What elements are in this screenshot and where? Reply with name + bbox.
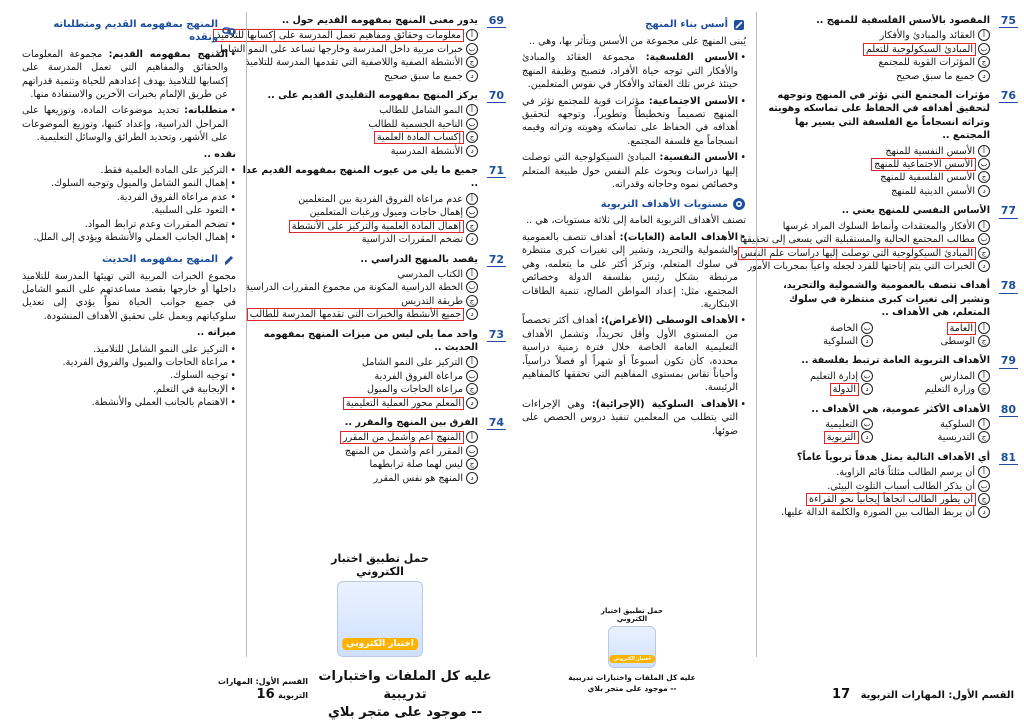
options-list bbox=[242, 104, 478, 158]
answer-option[interactable] bbox=[756, 383, 873, 396]
answer-option[interactable] bbox=[873, 335, 990, 348]
correct-answer-box: الأسس الاجتماعية للمنهج bbox=[874, 159, 973, 171]
question-block bbox=[756, 89, 1018, 198]
question-text: الأهداف التربوية العامة ترتبط بفلسفة .. bbox=[801, 355, 990, 367]
term-definition: أهداف تتصف بالعمومية والشمولية والتجريد، وتشير إلى تغيرات كبرى منتظرة في سلوك المتعلم، وتركز أكثر على ما يتعلمه، وهي مرتبطة بشكل رئيس بفلسفة الدولة وخصائص المجتمع، مثل: إعداد المواطن الصالح، تنمية الطاقات الابتكارية. bbox=[522, 231, 738, 310]
question-number: 78 bbox=[1000, 279, 1016, 293]
answer-option[interactable] bbox=[242, 472, 478, 485]
answer-option[interactable] bbox=[242, 308, 478, 321]
answer-option[interactable] bbox=[216, 29, 478, 42]
term-definition: تحديد موضوعات المادة، وتوزيعها على المراحل الدراسية، وإعداد كتبها، وتوزيع الموضوعات على الأشهر، وتحديد الطرائق والوسائل التعليمية. bbox=[22, 105, 228, 144]
answer-option[interactable] bbox=[756, 480, 990, 493]
option-letter: أ bbox=[466, 431, 478, 443]
option-text: المؤثرات القوية للمجتمع bbox=[878, 57, 975, 69]
column-divider bbox=[756, 12, 757, 657]
section-title: أسس بناء المنهج bbox=[522, 18, 746, 32]
option-letter: د bbox=[466, 472, 478, 484]
list-item: • عدم مراعاة الفروق الفردية. bbox=[22, 191, 236, 204]
option-text: التركيز على النمو الشامل bbox=[361, 357, 463, 369]
question-text: واحد مما يلي ليس من ميزات المنهج بمفهومه الحديث .. bbox=[263, 328, 478, 353]
answer-option[interactable] bbox=[242, 397, 478, 410]
option-text: وزارة التعليم bbox=[924, 384, 975, 396]
question-number: 80 bbox=[1000, 402, 1016, 416]
term-definition: المبادئ السيكولوجية التي توصلت إليها دراسات وبحوث علم النفس حول طبيعة المتعلم وخصائص نموه وحاجاته وقدراته. bbox=[522, 152, 738, 191]
question-number: 79 bbox=[1000, 354, 1016, 368]
option-letter: د bbox=[466, 397, 478, 409]
option-letter: ج bbox=[978, 493, 990, 505]
term-definition: وهي الإجراءات التي يتطلب من المعلمين تنفيذ دروس الحصص على ضوئها. bbox=[522, 398, 738, 437]
option-text: الأنشطة المدرسية bbox=[390, 145, 463, 157]
correct-answer-box: المنهج أعم وأشمل من المقرر bbox=[342, 432, 461, 444]
option-text: الأفكار والمعتقدات وأنماط السلوك المراد غرسها bbox=[782, 220, 975, 232]
question-block bbox=[242, 253, 506, 322]
answer-option[interactable] bbox=[242, 118, 478, 131]
option-text: عدم مراعاة الفروق الفردية بين المتعلمين bbox=[298, 193, 463, 205]
answer-option[interactable] bbox=[756, 418, 873, 431]
page-number: 16 bbox=[256, 687, 275, 702]
option-text: الأسس النفسية للمنهج bbox=[885, 145, 975, 157]
option-text: خبرات مربية داخل المدرسة وخارجها تساعد على النمو الشامل bbox=[215, 43, 463, 55]
section-intro: يُبنى المنهج على مجموعة من الأسس ويتأثر بها، وهي .. bbox=[529, 36, 746, 47]
answer-option[interactable] bbox=[242, 220, 478, 233]
option-letter: د bbox=[861, 383, 873, 395]
notes-column-right bbox=[522, 14, 746, 441]
answer-option[interactable] bbox=[756, 506, 990, 519]
answer-option[interactable] bbox=[756, 185, 990, 198]
question-text: أهداف تتصف بالعمومية والشمولية والتجريد، وتشير إلى تغيرات كبرى منتظرة في سلوك المتعلم، هي الأهداف .. bbox=[783, 280, 990, 319]
section-paragraph bbox=[22, 104, 236, 144]
option-letter: أ bbox=[978, 29, 990, 41]
section-paragraph bbox=[522, 95, 746, 149]
section-paragraph bbox=[522, 314, 746, 394]
option-text: الخبرات التي يتم إتاحتها للفرد لجعله واعياً بمجريات الأمور bbox=[747, 260, 975, 272]
option-letter: د bbox=[466, 70, 478, 82]
answer-option[interactable] bbox=[242, 193, 478, 206]
correct-answer-box: جميع الأنشطة والخبرات التي تقدمها المدرسة للطالب bbox=[249, 309, 461, 321]
pen-icon bbox=[732, 18, 746, 32]
answer-option[interactable] bbox=[873, 431, 990, 444]
question-number: 81 bbox=[1000, 450, 1016, 464]
answer-option[interactable] bbox=[215, 43, 478, 56]
answer-option[interactable] bbox=[242, 268, 478, 281]
section-paragraph bbox=[522, 151, 746, 191]
option-text: الناحية الجسمية للطالب bbox=[368, 118, 463, 130]
answer-option[interactable] bbox=[242, 445, 478, 458]
option-letter: ب bbox=[466, 43, 478, 55]
option-text: السلوكية bbox=[940, 418, 975, 430]
term-definition: مجموعة العقائد والمبادئ والأفكار التي توجه حياة الأفراد، فتصبح وظيفة المنهج حينئذ غرس تلك العقائد والأفكار في نفوس المتعلمين. bbox=[522, 52, 738, 91]
term-definition: مجموعة المعلومات والحقائق والمفاهيم التي تعمل المدرسة على إكسابها للتلاميذ بهدف إعدادهم للحياة وتنمية قدراتهم عن طريق الإلمام بخبرات الآخرين والاستفادة منها. bbox=[21, 48, 228, 101]
question-text: مؤثرات المجتمع التي تؤثر في المنهج وتوجهه لتحقيق أهدافه في الحفاظ على تماسكه وهويته وتراثه انسجاماً مع الفلسفة التي يسير بها المجتمع .. bbox=[768, 90, 990, 142]
list-item: • تضخم المقررات وعدم ترابط المواد. bbox=[22, 218, 236, 231]
option-letter: ب bbox=[978, 43, 990, 55]
question-text: الأهداف الأكثر عمومية، هي الأهداف .. bbox=[811, 403, 990, 415]
question-text: جميع ما يلي من عيوب المنهج بمفهومه القديم عدا .. bbox=[242, 165, 478, 190]
question-number: 73 bbox=[488, 327, 504, 341]
option-letter: د bbox=[978, 185, 990, 197]
option-letter: ج bbox=[466, 295, 478, 307]
term-label: المنهج بمفهومه القديم: bbox=[108, 48, 228, 60]
section-paragraph bbox=[522, 398, 746, 438]
option-letter: أ bbox=[466, 268, 478, 280]
option-text: أن يرسم الطالب مثلثاً قائم الزاوية. bbox=[836, 467, 975, 479]
correct-answer-box: الدولة bbox=[832, 384, 856, 396]
option-letter: د bbox=[861, 335, 873, 347]
answer-option[interactable] bbox=[242, 458, 478, 471]
question-text: أي الأهداف التالية يمثل هدفاً تربوياً عاماً؟ bbox=[796, 451, 990, 463]
question-text: المقصود بالأسس الفلسفية للمنهج .. bbox=[816, 15, 990, 26]
list-item: • التركيز على النمو الشامل للتلاميذ. bbox=[22, 343, 236, 356]
options-list bbox=[739, 220, 990, 274]
option-text: المقرر أعم وأشمل من المنهج bbox=[344, 445, 463, 457]
option-letter: ج bbox=[978, 171, 990, 183]
option-text: أن يربط الطالب بين الصورة والكلمة الدالة عليها. bbox=[781, 507, 975, 519]
option-text: ليس لهما صلة ترابطهما bbox=[369, 459, 463, 471]
term-label: الأسس النفسية: bbox=[659, 152, 738, 164]
option-text: الأسس الفلسفية للمنهج bbox=[880, 172, 975, 184]
page-footer: القسم الأول: المهارات التربوية 17 bbox=[832, 687, 1014, 702]
option-letter: ج bbox=[466, 220, 478, 232]
answer-option[interactable] bbox=[242, 70, 478, 83]
features-label: ميزاته .. bbox=[196, 327, 236, 339]
section-intro: تصنف الأهداف التربوية العامة إلى ثلاثة مستويات، هي .. bbox=[526, 215, 746, 227]
option-text: الخطة الدراسية المكونة من مجموع المقررات الدراسية bbox=[245, 282, 463, 294]
question-block bbox=[242, 89, 506, 158]
question-number: 72 bbox=[488, 252, 504, 266]
section-paragraph: مجموع الخبرات المربية التي تهيئها المدرسة للتلاميذ داخلها أو خارجها بقصد مساعدتهم على النمو الشامل في جميع جوانب الحياة نمواً يؤدي إلى تعديل سلوكياتهم ويعمل على تحقيق الأهداف المنشودة. bbox=[22, 270, 236, 322]
term-label: متطلباته: bbox=[184, 105, 228, 117]
answer-option[interactable] bbox=[756, 145, 990, 158]
option-text: السلوكية bbox=[823, 335, 858, 347]
option-letter: ب bbox=[466, 445, 478, 457]
question-block bbox=[739, 204, 1018, 273]
answer-option[interactable] bbox=[873, 383, 990, 396]
option-letter: ب bbox=[861, 418, 873, 430]
question-text: يركز المنهج بمفهومه التقليدي القديم على .. bbox=[267, 90, 478, 102]
options-list bbox=[756, 29, 990, 83]
options-list bbox=[242, 431, 478, 485]
answer-option[interactable] bbox=[756, 493, 990, 506]
option-letter: د bbox=[466, 233, 478, 245]
questions-column-right bbox=[739, 14, 1018, 526]
question-block bbox=[756, 451, 1018, 520]
answer-option[interactable] bbox=[242, 281, 478, 294]
answer-option[interactable] bbox=[756, 220, 990, 233]
option-letter: د bbox=[978, 260, 990, 272]
list-item: • الإيجابية في التعلم. bbox=[22, 383, 236, 396]
answer-option[interactable] bbox=[756, 56, 990, 69]
answer-option[interactable] bbox=[756, 43, 990, 56]
question-number: 76 bbox=[1000, 89, 1016, 103]
option-text: الأنشطة الصفية واللاصفية التي تقدمها المدرسة للتلاميذ bbox=[245, 57, 463, 69]
option-letter: ب bbox=[861, 322, 873, 334]
option-text: النمو الشامل للطالب bbox=[379, 105, 463, 117]
question-number: 74 bbox=[488, 415, 504, 429]
term-label: الأهداف السلوكية (الإجرائية): bbox=[591, 398, 738, 410]
answer-option[interactable] bbox=[756, 431, 873, 444]
term-label: الأسس الفلسفية: bbox=[645, 52, 738, 64]
section-paragraph bbox=[522, 231, 746, 311]
option-letter: ج bbox=[978, 383, 990, 395]
question-number: 77 bbox=[1000, 204, 1016, 218]
correct-answer-box: المبادئ السيكولوجية للتعلم bbox=[865, 43, 973, 55]
list-item: • توجيه السلوك. bbox=[22, 369, 236, 382]
answer-option[interactable] bbox=[873, 370, 990, 383]
question-text: يدور معنى المنهج بمفهومه القديم حول .. bbox=[281, 15, 478, 26]
option-text: العقائد والمبادئ والأفكار bbox=[879, 30, 975, 42]
option-letter: ب bbox=[978, 158, 990, 170]
option-letter: د bbox=[466, 308, 478, 320]
answer-option[interactable] bbox=[756, 171, 990, 184]
page-16 bbox=[0, 0, 512, 720]
option-letter: ب bbox=[466, 206, 478, 218]
option-letter: ج bbox=[978, 247, 990, 259]
option-letter: أ bbox=[978, 418, 990, 430]
option-letter: د bbox=[978, 506, 990, 518]
correct-answer-box: أن يطور الطالب اتجاهاً إيجابياً نحو القراءة bbox=[809, 494, 973, 505]
option-letter: ج bbox=[978, 431, 990, 443]
option-letter: د bbox=[978, 70, 990, 82]
options-list bbox=[242, 268, 478, 322]
section-title: المنهج بمفهومه القديم ومتطلباته ونقده bbox=[22, 18, 236, 45]
option-text: مراعاة الحاجات والميول bbox=[366, 384, 463, 396]
app-promo-small: حمل تطبيق اختبار الكتروني اختبار الكتروني bbox=[592, 607, 672, 668]
options-list bbox=[215, 29, 478, 83]
question-block bbox=[242, 164, 506, 246]
option-letter: أ bbox=[978, 220, 990, 232]
option-letter: أ bbox=[466, 356, 478, 368]
answer-option[interactable] bbox=[242, 145, 478, 158]
link-icon bbox=[222, 24, 236, 38]
page-17 bbox=[512, 0, 1024, 712]
answer-option[interactable] bbox=[242, 131, 478, 144]
answer-option[interactable] bbox=[242, 431, 478, 444]
options-list bbox=[756, 466, 990, 520]
option-text: التدريسية bbox=[937, 432, 975, 444]
section-title: المنهج بمفهومه الحديث bbox=[22, 253, 236, 267]
option-letter: ج bbox=[466, 131, 478, 143]
answer-option[interactable] bbox=[242, 356, 478, 369]
option-text: المنهج هو نفس المقرر bbox=[373, 472, 463, 484]
column-divider bbox=[246, 12, 247, 657]
option-letter: أ bbox=[978, 370, 990, 382]
pen-icon bbox=[222, 253, 236, 267]
term-label: الأهداف العامة (الغايات): bbox=[619, 231, 738, 243]
correct-answer-box: العامة bbox=[949, 322, 973, 334]
answer-option[interactable] bbox=[756, 29, 990, 42]
section-paragraph bbox=[522, 51, 746, 91]
option-letter: أ bbox=[978, 466, 990, 478]
answer-option[interactable] bbox=[747, 260, 990, 273]
question-block bbox=[242, 328, 506, 410]
option-text: الوسطى bbox=[940, 335, 975, 347]
question-number: 75 bbox=[1000, 14, 1016, 27]
promo-caption: عليه كل الملفات واختبارات تدريبية -- موجود على متجر بلاي bbox=[318, 669, 492, 720]
options-list bbox=[756, 322, 990, 349]
answer-option[interactable] bbox=[756, 70, 990, 83]
answer-option[interactable] bbox=[740, 247, 990, 260]
correct-answer-box: المعلم محور العملية التعليمية bbox=[345, 397, 461, 409]
option-letter: ج bbox=[978, 335, 990, 347]
option-text: مراعاة الفروق الفردية bbox=[374, 370, 463, 382]
question-number: 71 bbox=[488, 164, 504, 178]
answer-option[interactable] bbox=[756, 322, 873, 335]
option-text: مطالب المجتمع الحالية والمستقبلية التي يسعى إلى تحقيقها bbox=[739, 234, 975, 246]
option-text: أن يذكر الطالب أسباب التلوث البيئي. bbox=[827, 480, 975, 492]
option-letter: ج bbox=[978, 56, 990, 68]
options-list bbox=[756, 370, 990, 397]
promo-caption: عليه كل الملفات واختبارات تدريبية -- موجود على متجر بلاي bbox=[568, 673, 696, 693]
option-letter: ب bbox=[978, 233, 990, 245]
list-item: • إهمال النمو الشامل والميول وتوجيه السلوك. bbox=[22, 177, 236, 190]
option-letter: ب bbox=[978, 480, 990, 492]
option-letter: أ bbox=[466, 193, 478, 205]
page-number: 17 bbox=[832, 687, 851, 702]
notes-column-left bbox=[22, 14, 236, 410]
answer-option[interactable] bbox=[756, 466, 990, 479]
option-letter: د bbox=[861, 431, 873, 443]
option-text: المدارس bbox=[939, 370, 975, 382]
question-block bbox=[756, 403, 1018, 445]
question-block bbox=[756, 279, 1018, 348]
option-letter: أ bbox=[978, 145, 990, 157]
section-paragraph bbox=[22, 48, 236, 102]
question-block bbox=[756, 354, 1018, 396]
option-letter: ب bbox=[861, 370, 873, 382]
option-text: الكتاب المدرسي bbox=[397, 268, 463, 280]
option-text: الخاصة bbox=[830, 322, 858, 334]
option-letter: أ bbox=[466, 104, 478, 116]
answer-option[interactable] bbox=[242, 383, 478, 396]
list-item: • الاهتمام بالجانب العملي والأنشطة. bbox=[22, 396, 236, 409]
answer-option[interactable] bbox=[242, 295, 478, 308]
app-promo-big: حمل تطبيق اختبار الكتروني اختبار الكتروني bbox=[315, 552, 445, 657]
question-text: الأساس النفسي للمنهج يعني .. bbox=[841, 205, 990, 217]
page-footer: القسم الأول: المهارات التربوية 16 bbox=[217, 677, 308, 702]
question-text: الفرق بين المنهج والمقرر .. bbox=[344, 416, 478, 428]
options-list bbox=[756, 145, 990, 199]
option-text: إدارة التعليم bbox=[810, 370, 858, 382]
correct-answer-box: معلومات وحقائق ومفاهيم تعمل المدرسة على إكسابها للتلاميذ bbox=[216, 30, 461, 42]
option-letter: ب bbox=[466, 281, 478, 293]
term-label: الأسس الاجتماعية: bbox=[648, 95, 738, 107]
answer-option[interactable] bbox=[756, 370, 873, 383]
list-item: • إهمال الجانب العملي والأنشطة ويؤدي إلى الملل. bbox=[22, 231, 236, 244]
term-definition: مؤثرات قوية للمجتمع تؤثر في المنهج تصميماً وتخطيطاً وتطويراً، وتوجهه لتحقيق أهدافه في الحفاظ على تماسكه وهويته وتراثه وقيمه انسجاماً مع فلسفة المجتمع. bbox=[522, 95, 738, 147]
correct-answer-box: إكساب المادة العلمية bbox=[376, 132, 461, 144]
answer-option[interactable] bbox=[242, 206, 478, 219]
option-text: جميع ما سبق صحيح bbox=[895, 70, 975, 82]
answer-option[interactable] bbox=[242, 233, 478, 246]
question-block bbox=[215, 14, 506, 83]
question-text: يقصد بالمنهج الدراسي .. bbox=[360, 253, 478, 265]
option-text: إهمال حاجات وميول ورغبات المتعلمين bbox=[309, 207, 463, 219]
answer-option[interactable] bbox=[873, 322, 990, 335]
answer-option[interactable] bbox=[242, 104, 478, 117]
question-number: 69 bbox=[488, 14, 504, 27]
section-title: مستويات الأهداف التربوية bbox=[522, 197, 746, 211]
term-definition: أهداف أكثر تخصصاً من المستوى الأول وأقل تجريداً، وتشمل الأهداف التعليمية العامة الخاصة خلال فترة زمنية دراسية محددة، كأن تكون أسبوعاً أو شهراً أو فصلاً دراسياً، وأحياناً تقاس بمستوى المفاهيم التي تحققها كالمفاهيم الرئيسة. bbox=[522, 315, 738, 394]
option-letter: ج bbox=[466, 458, 478, 470]
options-list bbox=[242, 356, 478, 410]
list-item: • التعود على السلبية. bbox=[22, 204, 236, 217]
list-item: • التركيز على المادة العلمية فقط. bbox=[22, 164, 236, 177]
answer-option[interactable] bbox=[873, 418, 990, 431]
correct-answer-box: إهمال المادة العلمية والتركيز على الأنشطة bbox=[291, 220, 461, 232]
option-letter: ج bbox=[466, 383, 478, 395]
question-block bbox=[242, 416, 506, 485]
option-letter: ب bbox=[466, 118, 478, 130]
list-item: • مراعاة الحاجات والميول والفروق الفردية. bbox=[22, 356, 236, 369]
option-text: الأسس الدينية للمنهج bbox=[891, 185, 975, 197]
question-number: 70 bbox=[488, 89, 504, 103]
answer-option[interactable] bbox=[756, 158, 990, 171]
question-block bbox=[756, 14, 1018, 83]
term-label: الأهداف الوسطى (الأغراض): bbox=[600, 315, 738, 327]
correct-answer-box: المبادئ السيكولوجية التي توصلت إليها دراسات علم النفس bbox=[740, 247, 973, 259]
option-letter: د bbox=[466, 145, 478, 157]
answer-option[interactable] bbox=[756, 335, 873, 348]
correct-answer-box: التربوية bbox=[826, 432, 856, 444]
option-text: جميع ما سبق صحيح bbox=[383, 70, 463, 82]
answer-option[interactable] bbox=[242, 370, 478, 383]
app-logo-icon: اختبار الكتروني bbox=[608, 626, 656, 668]
app-logo-icon: اختبار الكتروني bbox=[337, 581, 423, 657]
option-letter: أ bbox=[978, 322, 990, 334]
option-letter: ب bbox=[466, 370, 478, 382]
answer-option[interactable] bbox=[242, 56, 478, 69]
target-icon bbox=[732, 197, 746, 211]
option-letter: أ bbox=[466, 29, 478, 41]
option-text: طريقة التدريس bbox=[401, 295, 463, 307]
option-letter: ج bbox=[466, 56, 478, 68]
option-text: التعليمية bbox=[825, 418, 858, 430]
answer-option[interactable] bbox=[739, 233, 990, 246]
critique-label: نقده .. bbox=[203, 148, 236, 160]
options-list bbox=[242, 193, 478, 247]
option-text: تضخم المقررات الدراسية bbox=[361, 234, 463, 246]
options-list bbox=[756, 418, 990, 445]
